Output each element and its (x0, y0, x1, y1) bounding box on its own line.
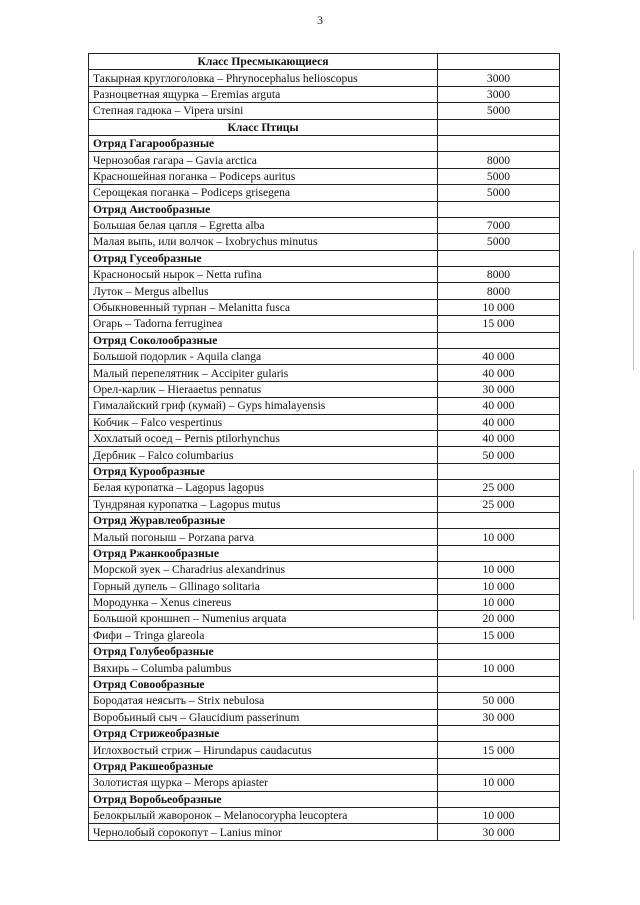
table-row (89, 152, 560, 168)
amount-cell: 10 000 (438, 594, 560, 610)
amount-cell: 30 000 (438, 381, 560, 397)
amount-cell: 5000 (438, 234, 560, 250)
species-name-cell: Белая куропатка – Lagopus lagopus (89, 480, 438, 496)
group-title-cell: Отряд Воробьеобразные (89, 791, 438, 807)
species-name-cell: Чернозобая гагара – Gavia arctica (89, 152, 438, 168)
group-title-cell: Отряд Соколообразные (89, 332, 438, 348)
species-name-cell: Белокрылый жаворонок – Melanocorypha leucoptera (89, 807, 438, 823)
amount-cell: 8000 (438, 283, 560, 299)
table-row (89, 742, 560, 758)
amount-cell: 20 000 (438, 611, 560, 627)
amount-cell: 5000 (438, 168, 560, 184)
group-title-cell: Отряд Голубеобразные (89, 644, 438, 660)
table-row (89, 824, 560, 840)
order-header-row (89, 201, 560, 217)
page-number: 3 (317, 13, 323, 27)
table-row (89, 234, 560, 250)
species-name-cell: Иглохвостый стриж – Hirundapus caudacutus (89, 742, 438, 758)
table-row (89, 283, 560, 299)
table-row (89, 480, 560, 496)
amount-cell: 40 000 (438, 430, 560, 446)
amount-cell (438, 791, 560, 807)
group-title-cell: Отряд Ржанкообразные (89, 545, 438, 561)
amount-cell: 40 000 (438, 365, 560, 381)
species-name-cell: Серощекая поганка – Podiceps grisegena (89, 185, 438, 201)
amount-cell: 5000 (438, 185, 560, 201)
table-row (89, 693, 560, 709)
amount-cell: 3000 (438, 70, 560, 86)
amount-cell (438, 54, 560, 70)
species-name-cell: Бородатая неясыть – Strix nebulosa (89, 693, 438, 709)
table-row (89, 365, 560, 381)
class-header-row (89, 54, 560, 70)
table-row (89, 267, 560, 283)
amount-cell: 30 000 (438, 709, 560, 725)
species-table-body (89, 54, 560, 841)
species-name-cell: Большой кроншнеп – Numenius arquata (89, 611, 438, 627)
amount-cell: 50 000 (438, 447, 560, 463)
scan-edge-mark (633, 470, 634, 620)
amount-cell: 8000 (438, 267, 560, 283)
table-row (89, 578, 560, 594)
amount-cell: 40 000 (438, 414, 560, 430)
order-header-row (89, 463, 560, 479)
table-row (89, 185, 560, 201)
amount-cell: 5000 (438, 103, 560, 119)
amount-cell (438, 512, 560, 528)
species-name-cell: Степная гадюка – Vipera ursini (89, 103, 438, 119)
group-title-cell: Отряд Гагарообразные (89, 135, 438, 151)
table-row (89, 496, 560, 512)
table-row (89, 381, 560, 397)
order-header-row (89, 758, 560, 774)
table-row (89, 529, 560, 545)
group-title-cell: Отряд Совообразные (89, 676, 438, 692)
amount-cell: 15 000 (438, 627, 560, 643)
group-title-cell: Отряд Гусеобразные (89, 250, 438, 266)
species-name-cell: Горный дупель – Gllinago solitaria (89, 578, 438, 594)
species-name-cell: Хохлатый осоед – Pernis ptilorhynchus (89, 430, 438, 446)
order-header-row (89, 545, 560, 561)
table-row (89, 70, 560, 86)
species-name-cell: Воробьиный сыч – Glaucidium passerinum (89, 709, 438, 725)
table-row (89, 299, 560, 315)
table-row (89, 168, 560, 184)
table-row (89, 398, 560, 414)
amount-cell: 15 000 (438, 316, 560, 332)
species-name-cell: Золотистая щурка – Merops apiaster (89, 775, 438, 791)
group-title-cell: Отряд Курообразные (89, 463, 438, 479)
species-name-cell: Такырная круглоголовка – Phrynocephalus helioscopus (89, 70, 438, 86)
table-row (89, 627, 560, 643)
order-header-row (89, 676, 560, 692)
amount-cell (438, 676, 560, 692)
amount-cell: 10 000 (438, 807, 560, 823)
species-name-cell: Гималайский гриф (кумай) – Gyps himalayensis (89, 398, 438, 414)
amount-cell: 50 000 (438, 693, 560, 709)
amount-cell: 25 000 (438, 480, 560, 496)
amount-cell: 10 000 (438, 660, 560, 676)
species-name-cell: Малый погоныш – Porzana parva (89, 529, 438, 545)
group-title-cell: Отряд Аистообразные (89, 201, 438, 217)
order-header-row (89, 332, 560, 348)
species-name-cell: Морской зуек – Charadrius alexandrinus (89, 562, 438, 578)
species-name-cell: Красношейная поганка – Podiceps auritus (89, 168, 438, 184)
amount-cell: 40 000 (438, 398, 560, 414)
amount-cell: 15 000 (438, 742, 560, 758)
table-row (89, 775, 560, 791)
species-name-cell: Дербник – Falco columbarius (89, 447, 438, 463)
amount-cell (438, 545, 560, 561)
order-header-row (89, 250, 560, 266)
species-name-cell: Большая белая цапля – Egretta alba (89, 217, 438, 233)
species-name-cell: Большой подорлик - Aquila clanga (89, 349, 438, 365)
table-row (89, 447, 560, 463)
table-row (89, 430, 560, 446)
table-row (89, 316, 560, 332)
species-name-cell: Фифи – Tringa glareola (89, 627, 438, 643)
amount-cell: 3000 (438, 86, 560, 102)
table-row (89, 709, 560, 725)
amount-cell: 10 000 (438, 578, 560, 594)
table-row (89, 414, 560, 430)
species-name-cell: Чернолобый сорокопут – Lanius minor (89, 824, 438, 840)
species-name-cell: Малый перепелятник – Accipiter gularis (89, 365, 438, 381)
amount-cell (438, 332, 560, 348)
table-row (89, 217, 560, 233)
table-row (89, 611, 560, 627)
amount-cell: 30 000 (438, 824, 560, 840)
amount-cell (438, 644, 560, 660)
amount-cell (438, 201, 560, 217)
species-name-cell: Луток – Mergus albellus (89, 283, 438, 299)
table-row (89, 349, 560, 365)
species-name-cell: Разноцветная ящурка – Eremias arguta (89, 86, 438, 102)
amount-cell: 10 000 (438, 562, 560, 578)
amount-cell (438, 135, 560, 151)
species-name-cell: Кобчик – Falco vespertinus (89, 414, 438, 430)
amount-cell: 40 000 (438, 349, 560, 365)
group-title-cell: Класс Пресмыкающиеся (89, 54, 438, 70)
amount-cell: 25 000 (438, 496, 560, 512)
group-title-cell: Класс Птицы (89, 119, 438, 135)
order-header-row (89, 135, 560, 151)
species-name-cell: Малая выпь, или волчок – Ixobrychus minutus (89, 234, 438, 250)
class-header-row (89, 119, 560, 135)
species-name-cell: Вяхирь – Columba palumbus (89, 660, 438, 676)
group-title-cell: Отряд Стрижеобразные (89, 726, 438, 742)
species-name-cell: Мородунка – Xenus cinereus (89, 594, 438, 610)
amount-cell (438, 119, 560, 135)
scan-edge-mark (633, 250, 634, 370)
order-header-row (89, 512, 560, 528)
amount-cell: 10 000 (438, 775, 560, 791)
amount-cell (438, 463, 560, 479)
species-name-cell: Красноносый нырок – Netta rufina (89, 267, 438, 283)
amount-cell (438, 726, 560, 742)
amount-cell (438, 758, 560, 774)
species-name-cell: Обыкновенный турпан – Melanitta fusca (89, 299, 438, 315)
group-title-cell: Отряд Ракшеобразные (89, 758, 438, 774)
amount-cell: 7000 (438, 217, 560, 233)
table-row (89, 660, 560, 676)
species-name-cell: Тундряная куропатка – Lagopus mutus (89, 496, 438, 512)
species-table (88, 53, 560, 841)
order-header-row (89, 791, 560, 807)
table-row (89, 86, 560, 102)
species-name-cell: Огарь – Tadorna ferruginea (89, 316, 438, 332)
table-row (89, 594, 560, 610)
amount-cell (438, 250, 560, 266)
species-name-cell: Орел-карлик – Hieraaetus pennatus (89, 381, 438, 397)
order-header-row (89, 644, 560, 660)
amount-cell: 10 000 (438, 299, 560, 315)
order-header-row (89, 726, 560, 742)
group-title-cell: Отряд Журавлеобразные (89, 512, 438, 528)
table-row (89, 103, 560, 119)
amount-cell: 10 000 (438, 529, 560, 545)
amount-cell: 8000 (438, 152, 560, 168)
table-row (89, 562, 560, 578)
table-row (89, 807, 560, 823)
